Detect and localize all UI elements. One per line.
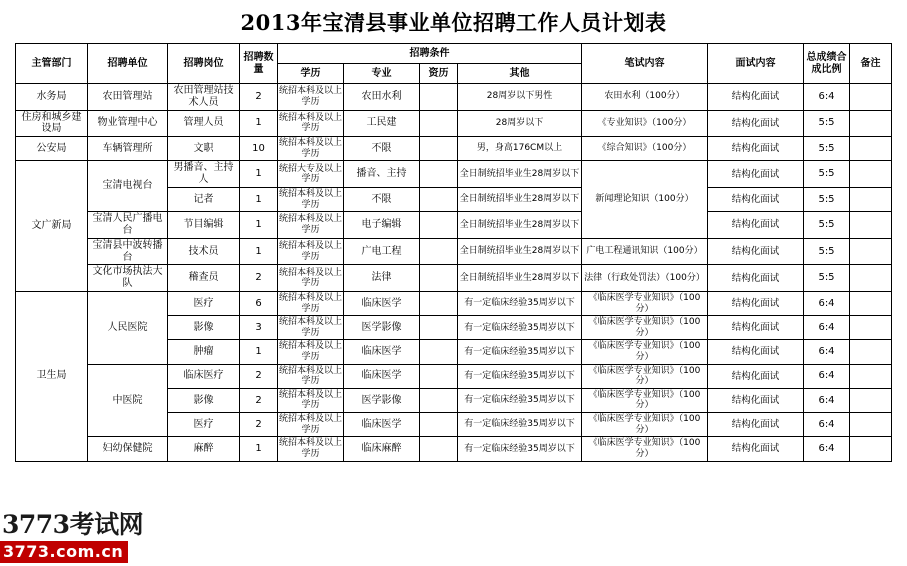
cell-post: 节目编辑 — [168, 212, 240, 239]
cell-unit: 宝清县中波转播台 — [88, 238, 168, 265]
cell-major: 电子编辑 — [344, 212, 420, 239]
cell-count: 1 — [240, 212, 278, 239]
cell-unit: 中医院 — [88, 364, 168, 437]
header-major: 专业 — [344, 64, 420, 84]
cell-other: 男，身高176CM以上 — [458, 137, 582, 161]
cell-post: 稽查员 — [168, 265, 240, 292]
cell-other: 有一定临床经验35周岁以下 — [458, 292, 582, 316]
cell-remark — [850, 364, 892, 388]
cell-dept: 卫生局 — [16, 292, 88, 462]
cell-count: 3 — [240, 316, 278, 340]
cell-remark — [850, 238, 892, 265]
cell-remark — [850, 292, 892, 316]
cell-unit: 文化市场执法大队 — [88, 265, 168, 292]
cell-unit: 车辆管理所 — [88, 137, 168, 161]
cell-other: 全日制统招毕业生28周岁以下 — [458, 238, 582, 265]
cell-remark — [850, 84, 892, 111]
cell-education: 统招本科及以上学历 — [278, 292, 344, 316]
cell-written: 农田水利（100分） — [582, 84, 708, 111]
cell-ratio: 6:4 — [804, 413, 850, 437]
cell-other: 有一定临床经验35周岁以下 — [458, 340, 582, 364]
cell-post: 男播音、主持人 — [168, 161, 240, 188]
header-conditions-group: 招聘条件 — [278, 44, 582, 64]
cell-education: 统招本科及以上学历 — [278, 316, 344, 340]
cell-remark — [850, 413, 892, 437]
cell-post: 技术员 — [168, 238, 240, 265]
cell-degree — [420, 388, 458, 412]
cell-unit: 农田管理站 — [88, 84, 168, 111]
table-row — [16, 292, 892, 316]
header-ratio: 总成绩合成比例 — [804, 44, 850, 84]
site-watermark — [0, 508, 150, 566]
page-title: 2013年宝清县事业单位招聘工作人员计划表 — [240, 10, 667, 35]
cell-count: 2 — [240, 84, 278, 111]
cell-other: 28周岁以下男性 — [458, 84, 582, 111]
cell-other: 有一定临床经验35周岁以下 — [458, 413, 582, 437]
cell-count: 1 — [240, 340, 278, 364]
cell-count: 1 — [240, 188, 278, 212]
cell-degree — [420, 265, 458, 292]
cell-major: 农田水利 — [344, 84, 420, 111]
cell-degree — [420, 364, 458, 388]
cell-other: 有一定临床经验35周岁以下 — [458, 316, 582, 340]
cell-major: 广电工程 — [344, 238, 420, 265]
table-row — [16, 84, 892, 111]
cell-post: 文职 — [168, 137, 240, 161]
cell-education: 统招本科及以上学历 — [278, 188, 344, 212]
cell-post: 肿瘤 — [168, 340, 240, 364]
cell-remark — [850, 437, 892, 461]
cell-ratio: 5:5 — [804, 238, 850, 265]
header-count: 招聘数量 — [240, 44, 278, 84]
cell-written: 《临床医学专业知识》（100分） — [582, 388, 708, 412]
cell-post: 麻醉 — [168, 437, 240, 461]
header-written: 笔试内容 — [582, 44, 708, 84]
cell-remark — [850, 110, 892, 137]
cell-post: 影像 — [168, 316, 240, 340]
cell-remark — [850, 137, 892, 161]
cell-ratio: 5:5 — [804, 110, 850, 137]
cell-other: 全日制统招毕业生28周岁以下 — [458, 161, 582, 188]
cell-unit: 宝清电视台 — [88, 161, 168, 212]
header-other: 其他 — [458, 64, 582, 84]
watermark-text: 3773考试网 — [2, 510, 144, 539]
cell-other: 全日制统招毕业生28周岁以下 — [458, 188, 582, 212]
cell-interview: 结构化面试 — [708, 161, 804, 188]
cell-interview: 结构化面试 — [708, 292, 804, 316]
table-row — [16, 212, 892, 239]
cell-remark — [850, 161, 892, 188]
cell-major: 临床医学 — [344, 292, 420, 316]
cell-written: 《临床医学专业知识》（100分） — [582, 292, 708, 316]
cell-degree — [420, 110, 458, 137]
cell-written: 《综合知识》（100分） — [582, 137, 708, 161]
cell-unit: 人民医院 — [88, 292, 168, 365]
cell-written: 《临床医学专业知识》（100分） — [582, 316, 708, 340]
cell-interview: 结构化面试 — [708, 437, 804, 461]
cell-post: 记者 — [168, 188, 240, 212]
table-row — [16, 110, 892, 137]
cell-count: 10 — [240, 137, 278, 161]
cell-interview: 结构化面试 — [708, 212, 804, 239]
cell-remark — [850, 188, 892, 212]
cell-unit: 物业管理中心 — [88, 110, 168, 137]
header-post: 招聘岗位 — [168, 44, 240, 84]
cell-education: 统招本科及以上学历 — [278, 212, 344, 239]
cell-remark — [850, 340, 892, 364]
cell-dept: 文广新局 — [16, 161, 88, 292]
cell-count: 2 — [240, 364, 278, 388]
cell-major: 临床医学 — [344, 413, 420, 437]
cell-education: 统招本科及以上学历 — [278, 340, 344, 364]
table-row — [16, 137, 892, 161]
cell-other: 有一定临床经验35周岁以下 — [458, 437, 582, 461]
cell-degree — [420, 84, 458, 111]
cell-major: 临床麻醉 — [344, 437, 420, 461]
cell-ratio: 5:5 — [804, 188, 850, 212]
cell-post: 临床医疗 — [168, 364, 240, 388]
cell-written: 广电工程通讯知识（100分） — [582, 238, 708, 265]
cell-ratio: 5:5 — [804, 137, 850, 161]
cell-degree — [420, 238, 458, 265]
cell-ratio: 6:4 — [804, 316, 850, 340]
cell-other: 有一定临床经验35周岁以下 — [458, 364, 582, 388]
table-row — [16, 161, 892, 188]
cell-major: 不限 — [344, 137, 420, 161]
cell-major: 工民建 — [344, 110, 420, 137]
cell-degree — [420, 413, 458, 437]
cell-dept: 公安局 — [16, 137, 88, 161]
cell-education: 统招本科及以上学历 — [278, 84, 344, 111]
cell-ratio: 6:4 — [804, 437, 850, 461]
cell-count: 2 — [240, 413, 278, 437]
header-dept: 主管部门 — [16, 44, 88, 84]
cell-interview: 结构化面试 — [708, 110, 804, 137]
cell-degree — [420, 316, 458, 340]
header-degree: 资历 — [420, 64, 458, 84]
cell-other: 28周岁以下 — [458, 110, 582, 137]
cell-post: 医疗 — [168, 413, 240, 437]
cell-unit: 宝清人民广播电台 — [88, 212, 168, 239]
cell-interview: 结构化面试 — [708, 388, 804, 412]
cell-remark — [850, 265, 892, 292]
cell-education: 统招大专及以上学历 — [278, 161, 344, 188]
cell-interview: 结构化面试 — [708, 413, 804, 437]
cell-remark — [850, 388, 892, 412]
cell-ratio: 5:5 — [804, 265, 850, 292]
cell-education: 统招本科及以上学历 — [278, 364, 344, 388]
header-row-1 — [16, 44, 892, 64]
cell-written: 新闻理论知识（100分） — [582, 161, 708, 238]
cell-written: 《临床医学专业知识》（100分） — [582, 437, 708, 461]
cell-written: 法律（行政处罚法）（100分） — [582, 265, 708, 292]
cell-post: 影像 — [168, 388, 240, 412]
cell-written: 《专业知识》（100分） — [582, 110, 708, 137]
cell-count: 6 — [240, 292, 278, 316]
cell-count: 1 — [240, 110, 278, 137]
cell-major: 法律 — [344, 265, 420, 292]
cell-post: 管理人员 — [168, 110, 240, 137]
cell-ratio: 5:5 — [804, 161, 850, 188]
cell-major: 医学影像 — [344, 388, 420, 412]
cell-ratio: 6:4 — [804, 292, 850, 316]
cell-interview: 结构化面试 — [708, 340, 804, 364]
cell-education: 统招本科及以上学历 — [278, 238, 344, 265]
cell-major: 临床医学 — [344, 364, 420, 388]
header-education: 学历 — [278, 64, 344, 84]
cell-major: 医学影像 — [344, 316, 420, 340]
cell-ratio: 6:4 — [804, 84, 850, 111]
cell-education: 统招本科及以上学历 — [278, 110, 344, 137]
cell-written: 《临床医学专业知识》（100分） — [582, 364, 708, 388]
cell-interview: 结构化面试 — [708, 238, 804, 265]
cell-interview: 结构化面试 — [708, 137, 804, 161]
table-row — [16, 238, 892, 265]
cell-education: 统招本科及以上学历 — [278, 137, 344, 161]
cell-education: 统招本科及以上学历 — [278, 265, 344, 292]
cell-major: 不限 — [344, 188, 420, 212]
cell-interview: 结构化面试 — [708, 188, 804, 212]
cell-post: 农田管理站技术人员 — [168, 84, 240, 111]
cell-post: 医疗 — [168, 292, 240, 316]
cell-remark — [850, 212, 892, 239]
cell-interview: 结构化面试 — [708, 265, 804, 292]
cell-ratio: 6:4 — [804, 364, 850, 388]
cell-major: 播音、主持 — [344, 161, 420, 188]
cell-education: 统招本科及以上学历 — [278, 437, 344, 461]
table-row — [16, 364, 892, 388]
cell-written: 《临床医学专业知识》（100分） — [582, 340, 708, 364]
header-unit: 招聘单位 — [88, 44, 168, 84]
header-remark: 备注 — [850, 44, 892, 84]
cell-education: 统招本科及以上学历 — [278, 413, 344, 437]
cell-degree — [420, 161, 458, 188]
watermark-url: 3773.com.cn — [0, 541, 128, 563]
table-row — [16, 437, 892, 461]
cell-degree — [420, 188, 458, 212]
cell-ratio: 6:4 — [804, 388, 850, 412]
cell-count: 1 — [240, 238, 278, 265]
table-header — [16, 44, 892, 84]
cell-interview: 结构化面试 — [708, 84, 804, 111]
cell-interview: 结构化面试 — [708, 316, 804, 340]
cell-degree — [420, 137, 458, 161]
cell-other: 全日制统招毕业生28周岁以下 — [458, 212, 582, 239]
cell-dept: 住房和城乡建设局 — [16, 110, 88, 137]
cell-degree — [420, 292, 458, 316]
cell-dept: 水务局 — [16, 84, 88, 111]
cell-unit: 妇幼保健院 — [88, 437, 168, 461]
cell-written: 《临床医学专业知识》（100分） — [582, 413, 708, 437]
header-interview: 面试内容 — [708, 44, 804, 84]
cell-count: 1 — [240, 161, 278, 188]
recruitment-plan-table — [15, 43, 892, 462]
cell-major: 临床医学 — [344, 340, 420, 364]
cell-degree — [420, 212, 458, 239]
cell-other: 全日制统招毕业生28周岁以下 — [458, 265, 582, 292]
cell-degree — [420, 340, 458, 364]
cell-other: 有一定临床经验35周岁以下 — [458, 388, 582, 412]
cell-count: 1 — [240, 437, 278, 461]
cell-remark — [850, 316, 892, 340]
cell-ratio: 6:4 — [804, 340, 850, 364]
cell-degree — [420, 437, 458, 461]
cell-interview: 结构化面试 — [708, 364, 804, 388]
cell-count: 2 — [240, 388, 278, 412]
cell-count: 2 — [240, 265, 278, 292]
table-body — [16, 84, 892, 462]
table-row — [16, 265, 892, 292]
cell-ratio: 5:5 — [804, 212, 850, 239]
cell-education: 统招本科及以上学历 — [278, 388, 344, 412]
